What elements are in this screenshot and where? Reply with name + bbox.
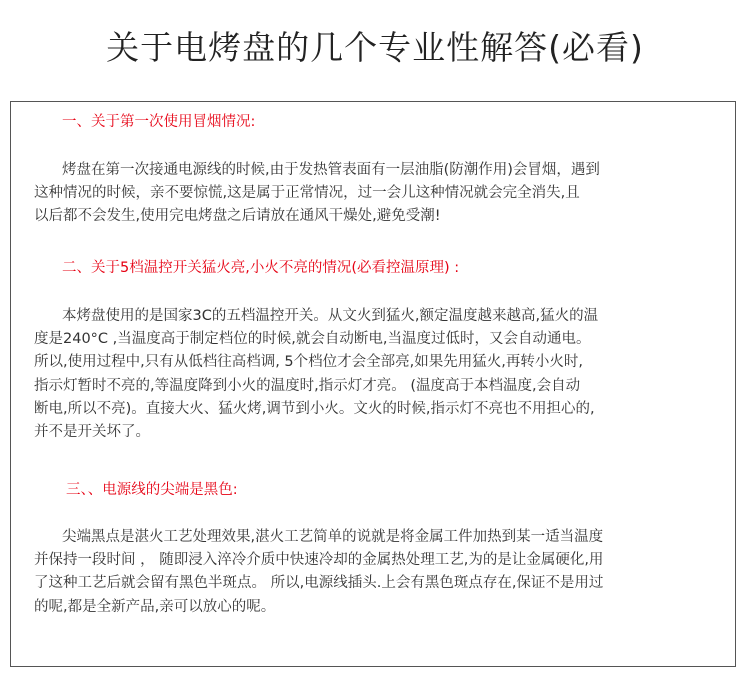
section-2-line-5: 断电,所以不亮)。直接大火、猛火烤,调节到小火。文火的时候,指示灯不亮也不用担心的, [34,400,595,417]
section-3-line-1: 尖端黑点是湛火工艺处理效果,湛火工艺简单的说就是将金属工件加热到某一适当温度 [62,529,604,545]
section-1-line-2: 这种情况的时候，亲不要惊慌,这是属于正常情况，过一会儿这种情况就会完全消失,且 [34,185,580,202]
section-1-paragraph [34,159,600,229]
section-3-line-4: 的呢,都是全新产品,亲可以放心的呢。 [34,598,276,615]
section-2-heading: 二、关于5档温控开关猛火亮,小火不亮的情况(必看控温原理) : [62,260,460,276]
section-1-line-1: 烤盘在第一次接通电源线的时候,由于发热管表面有一层油脂(防潮作用)会冒烟，遇到 [62,162,600,178]
section-2-line-3: 所以,使用过程中,只有从低档往高档调, 5个档位才会全部亮,如果先用猛火,再转小火时, [34,354,583,371]
section-1-heading: 一、关于第一次使用冒烟情况: [62,114,256,130]
section-3-line-2: 并保持一段时间 ， 随即浸入淬冷介质中快速冷却的金属热处理工艺,为的是让金属硬化,用 [34,552,604,569]
section-2-paragraph [34,305,598,444]
section-3-heading: 三、、电源线的尖端是黑色: [66,482,238,498]
page-title: 关于电烤盘的几个专业性解答(必看) [106,28,644,67]
section-3-paragraph [34,526,603,619]
section-1-line-3: 以后都不会发生,使用完电烤盘之后请放在通风干燥处,避免受潮! [34,208,441,225]
section-2-line-2: 度是240°C ,当温度高于制定档位的时候,就会自动断电,当温度过低时，又会自动通电。 [34,331,591,348]
section-2-line-6: 并不是开关坏了。 [34,424,150,441]
section-2-line-4: 指示灯暂时不亮的,等温度降到小火的温度时,指示灯才亮。 (温度高于本档温度,会自动 [34,377,581,394]
section-3-line-3: 了这种工艺后就会留有黑色半斑点。 所以,电源线插头.上会有黑色斑点存在,保证不是用过 [34,575,604,592]
section-2-line-1: 本烤盘使用的是国家3C的五档温控开关。从文火到猛火,额定温度越来越高,猛火的温 [62,308,599,324]
